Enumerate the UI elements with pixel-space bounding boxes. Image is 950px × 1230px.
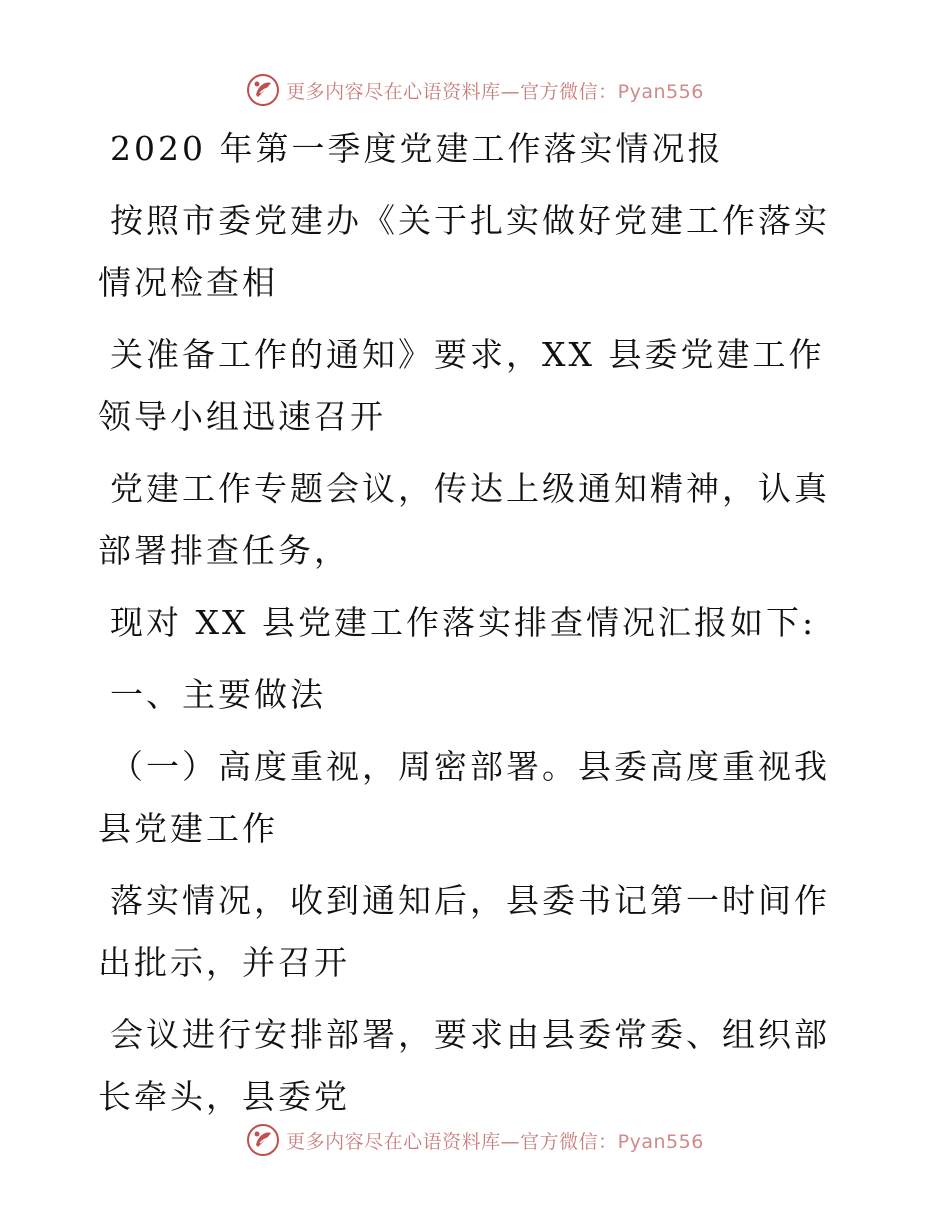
paragraph-4: 现对 XX 县党建工作落实排查情况汇报如下: (110, 603, 817, 642)
paragraph-1: 按照市委党建办《关于扎实做好党建工作落实情况检查相 (98, 201, 830, 302)
watermark-id: Pyan556 (617, 80, 704, 103)
watermark-text: 更多内容尽在心语资料库—官方微信： (286, 80, 618, 103)
paragraph-2: 关准备工作的通知》要求，XX 县委党建工作领导小组迅速召开 (98, 335, 825, 436)
rose-seal-icon (246, 1123, 280, 1157)
footer-watermark (0, 1120, 950, 1160)
paragraph-8: 会议进行安排部署，要求由县委常委、组织部长牵头，县委党 (98, 1015, 830, 1116)
paragraph-6: （一）高度重视，周密部署。县委高度重视我县党建工作 (98, 747, 830, 848)
header-watermark (0, 70, 950, 110)
watermark-text: 更多内容尽在心语资料库—官方微信： (286, 1130, 618, 1153)
document-body (98, 124, 843, 1138)
section-heading-main-practices: 一、主要做法 (110, 675, 326, 714)
paragraph-7: 落实情况，收到通知后，县委书记第一时间作出批示，并召开 (98, 881, 830, 982)
paragraph-3: 党建工作专题会议，传达上级通知精神，认真部署排查任务， (98, 469, 830, 570)
watermark-id: Pyan556 (617, 1130, 704, 1153)
rose-seal-icon (246, 73, 280, 107)
document-title: 2020 年第一季度党建工作落实情况报 (110, 129, 724, 168)
